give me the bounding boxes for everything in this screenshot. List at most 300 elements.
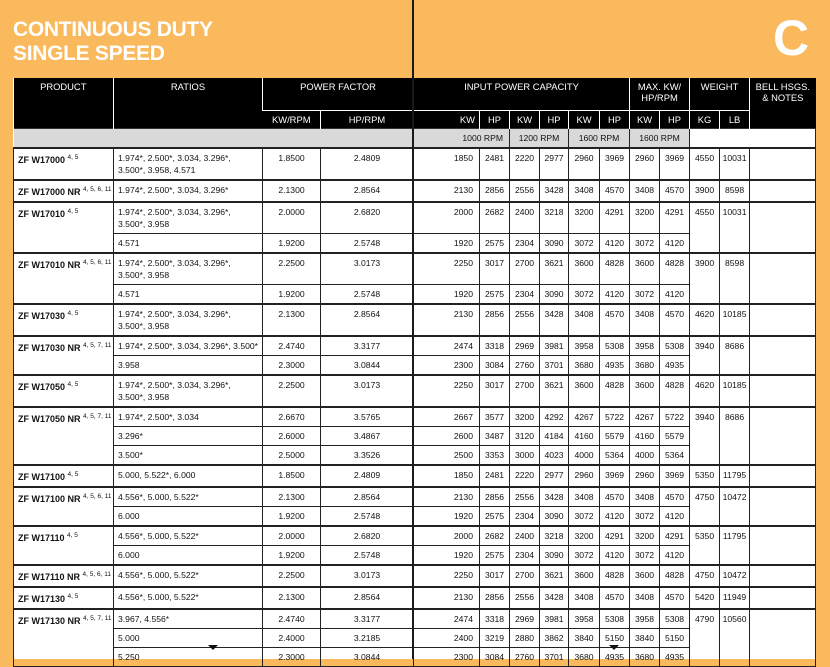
ratios-cell: 3.500* <box>114 446 263 466</box>
kw-cell: 3408 <box>630 180 660 202</box>
kw-cell: 2400 <box>510 202 540 234</box>
hp-cell: 4570 <box>600 487 630 507</box>
kw-cell: 3200 <box>630 202 660 234</box>
table-row <box>14 407 816 427</box>
bell-notes-cell <box>750 526 816 565</box>
hp-rpm-cell: 3.3526 <box>321 446 414 466</box>
kw-rpm-cell: 2.2500 <box>263 565 321 587</box>
kw-rpm-cell: 1.9200 <box>263 285 321 305</box>
hp-cell: 3862 <box>540 629 569 648</box>
kw-cell: 2474 <box>414 336 480 356</box>
hp-cell: 3621 <box>540 253 569 285</box>
bell-notes-cell <box>750 465 816 487</box>
hp-cell: 3428 <box>540 487 569 507</box>
kw-cell: 3600 <box>569 375 600 407</box>
header-bell-notes: BELL HSGS. & NOTES <box>750 78 816 129</box>
rpm-band-empty <box>14 129 414 149</box>
product-name <box>14 526 114 565</box>
ratios-cell: 6.000 <box>114 507 263 527</box>
hp-cell: 5308 <box>600 609 630 629</box>
kw-cell: 3408 <box>569 487 600 507</box>
product-notes: 4, 5 <box>67 208 79 215</box>
hp-cell: 5308 <box>600 336 630 356</box>
ratios-cell: 1.974*, 2.500*, 3.034, 3.296*, 3.500* <box>114 336 263 356</box>
kw-cell: 1850 <box>414 465 480 487</box>
ratios-cell: 4.556*, 5.000, 5.522* <box>114 587 263 609</box>
kw-cell: 2304 <box>510 546 540 566</box>
hp-cell: 3090 <box>540 507 569 527</box>
hp-cell: 2977 <box>540 148 569 180</box>
weight-kg-cell: 4620 <box>690 304 720 336</box>
kw-cell: 2304 <box>510 234 540 254</box>
bell-notes-cell <box>750 609 816 667</box>
hp-cell: 3090 <box>540 285 569 305</box>
hp-cell: 3487 <box>480 427 510 446</box>
header-kw: KW <box>510 111 540 129</box>
product-name <box>14 587 114 609</box>
hp-cell: 2856 <box>480 180 510 202</box>
weight-lb-cell: 10560 <box>720 609 750 667</box>
kw-cell: 2500 <box>414 446 480 466</box>
kw-cell: 3072 <box>630 546 660 566</box>
table-row <box>14 487 816 507</box>
weight-lb-cell: 11795 <box>720 526 750 565</box>
hp-cell: 3318 <box>480 336 510 356</box>
weight-kg-cell: 4550 <box>690 202 720 253</box>
kw-rpm-cell: 2.1300 <box>263 180 321 202</box>
kw-cell: 3200 <box>569 202 600 234</box>
hp-cell: 3621 <box>540 375 569 407</box>
product-name-text: ZF W17010 <box>18 209 66 219</box>
header-input-power-capacity: INPUT POWER CAPACITY <box>414 78 630 111</box>
kw-cell: 1920 <box>414 285 480 305</box>
kw-cell: 2880 <box>510 629 540 648</box>
hp-cell: 4291 <box>660 202 690 234</box>
ratios-cell: 1.974*, 2.500*, 3.034, 3.296*, 3.500*, 3.958 <box>114 202 263 234</box>
weight-kg-cell: 4620 <box>690 375 720 407</box>
hp-cell: 4120 <box>600 285 630 305</box>
hp-cell: 5308 <box>660 336 690 356</box>
product-name-text: ZF W17110 <box>18 533 65 543</box>
table-row <box>14 609 816 629</box>
kw-cell: 3600 <box>630 375 660 407</box>
product-notes: 4, 5 <box>67 593 79 600</box>
hp-cell: 2575 <box>480 285 510 305</box>
product-name-text: ZF W17050 <box>18 382 66 392</box>
product-name-text: ZF W17100 <box>18 472 66 482</box>
hp-cell: 4023 <box>540 446 569 466</box>
hp-cell: 4828 <box>660 253 690 285</box>
ratios-cell: 4.571 <box>114 285 263 305</box>
ratios-cell: 5.250 <box>114 648 263 667</box>
hp-cell: 3318 <box>480 609 510 629</box>
kw-cell: 2474 <box>414 609 480 629</box>
kw-rpm-cell: 2.2500 <box>263 375 321 407</box>
header-ratios: RATIOS <box>114 78 263 129</box>
hp-cell: 4935 <box>660 356 690 376</box>
bell-notes-cell <box>750 407 816 465</box>
product-name-text: ZF W17130 <box>18 594 66 604</box>
header-power-factor: POWER FACTOR <box>263 78 414 111</box>
kw-rpm-cell: 2.1300 <box>263 304 321 336</box>
ratios-cell: 1.974*, 2.500*, 3.034, 3.296*, 3.500*, 3.958 <box>114 304 263 336</box>
header-hp: HP <box>540 111 569 129</box>
header-lb: LB <box>720 111 750 129</box>
table-row <box>14 253 816 285</box>
kw-cell: 2300 <box>414 356 480 376</box>
kw-cell: 2300 <box>414 648 480 667</box>
hp-cell: 5150 <box>660 629 690 648</box>
weight-lb-cell: 8598 <box>720 253 750 304</box>
product-name <box>14 336 114 375</box>
kw-cell: 4160 <box>630 427 660 446</box>
kw-cell: 4000 <box>569 446 600 466</box>
hp-cell: 4828 <box>600 253 630 285</box>
kw-cell: 3600 <box>630 253 660 285</box>
product-notes: 4, 5 <box>67 381 79 388</box>
hp-cell: 3577 <box>480 407 510 427</box>
hp-rpm-cell: 2.5748 <box>321 285 414 305</box>
kw-cell: 3072 <box>569 546 600 566</box>
hp-rpm-cell: 2.5748 <box>321 234 414 254</box>
product-name <box>14 465 114 487</box>
header-hp: HP <box>480 111 510 129</box>
hp-cell: 5722 <box>600 407 630 427</box>
bell-notes-cell <box>750 148 816 180</box>
weight-lb-cell: 8598 <box>720 180 750 202</box>
header-kg: KG <box>690 111 720 129</box>
weight-kg-cell: 3940 <box>690 336 720 375</box>
product-name-text: ZF W17030 <box>18 311 66 321</box>
title-line-2: SINGLE SPEED <box>13 42 165 65</box>
kw-cell: 2969 <box>510 336 540 356</box>
kw-rpm-cell: 2.3000 <box>263 648 321 667</box>
product-notes: 4, 5, 6, 11 <box>83 186 112 193</box>
hp-cell: 4120 <box>660 546 690 566</box>
hp-cell: 4120 <box>600 546 630 566</box>
hp-cell: 3218 <box>540 526 569 546</box>
product-name-text: ZF W17030 NR <box>18 343 81 353</box>
header-hp-rpm: HP/RPM <box>321 111 414 129</box>
kw-cell: 2556 <box>510 304 540 336</box>
hp-cell: 4570 <box>660 587 690 609</box>
ratios-cell: 1.974*, 2.500*, 3.034, 3.296*, 3.500*, 3.958 <box>114 253 263 285</box>
kw-cell: 3072 <box>569 285 600 305</box>
hp-cell: 4120 <box>660 507 690 527</box>
kw-cell: 2600 <box>414 427 480 446</box>
header-hp: HP <box>660 111 690 129</box>
hp-cell: 3701 <box>540 648 569 667</box>
weight-kg-cell: 5420 <box>690 587 720 609</box>
kw-cell: 3680 <box>569 648 600 667</box>
product-name <box>14 609 114 667</box>
kw-cell: 1920 <box>414 507 480 527</box>
rpm-label: 1600 RPM <box>630 129 690 149</box>
hp-cell: 4291 <box>660 526 690 546</box>
section-letter: C <box>773 10 810 66</box>
table-row <box>14 465 816 487</box>
kw-cell: 1850 <box>414 148 480 180</box>
kw-rpm-cell: 2.4740 <box>263 609 321 629</box>
bell-notes-cell <box>750 375 816 407</box>
kw-cell: 3408 <box>630 487 660 507</box>
kw-cell: 2760 <box>510 356 540 376</box>
hp-cell: 3218 <box>540 202 569 234</box>
hp-rpm-cell: 3.3177 <box>321 336 414 356</box>
kw-cell: 3120 <box>510 427 540 446</box>
weight-lb-cell: 10031 <box>720 202 750 253</box>
hp-rpm-cell: 2.6820 <box>321 526 414 546</box>
kw-cell: 4267 <box>630 407 660 427</box>
kw-cell: 3680 <box>630 648 660 667</box>
hp-rpm-cell: 2.5748 <box>321 507 414 527</box>
kw-rpm-cell: 2.4000 <box>263 629 321 648</box>
kw-cell: 3408 <box>569 587 600 609</box>
hp-rpm-cell: 3.2185 <box>321 629 414 648</box>
hp-rpm-cell: 2.8564 <box>321 487 414 507</box>
hp-rpm-cell: 2.6820 <box>321 202 414 234</box>
hp-cell: 3017 <box>480 253 510 285</box>
product-notes: 4, 5, 6, 11 <box>82 571 111 578</box>
hp-cell: 5579 <box>660 427 690 446</box>
hp-rpm-cell: 2.4809 <box>321 465 414 487</box>
ratios-cell: 3.296* <box>114 427 263 446</box>
hp-cell: 4570 <box>600 304 630 336</box>
ratios-cell: 4.571 <box>114 234 263 254</box>
kw-cell: 3200 <box>630 526 660 546</box>
kw-cell: 3408 <box>569 180 600 202</box>
header-weight: WEIGHT <box>690 78 750 111</box>
weight-kg-cell: 4750 <box>690 487 720 526</box>
kw-cell: 3958 <box>569 336 600 356</box>
weight-kg-cell: 5350 <box>690 526 720 565</box>
kw-cell: 2556 <box>510 487 540 507</box>
kw-cell: 2130 <box>414 180 480 202</box>
hp-cell: 3428 <box>540 304 569 336</box>
kw-cell: 2960 <box>630 465 660 487</box>
hp-cell: 3981 <box>540 609 569 629</box>
product-name <box>14 148 114 180</box>
hp-cell: 4570 <box>660 304 690 336</box>
spec-table-sheet <box>13 78 815 662</box>
kw-cell: 2700 <box>510 565 540 587</box>
hp-rpm-cell: 3.5765 <box>321 407 414 427</box>
kw-cell: 2304 <box>510 507 540 527</box>
weight-lb-cell: 10472 <box>720 487 750 526</box>
rpm-label: 1600 RPM <box>569 129 630 149</box>
hp-rpm-cell: 2.5748 <box>321 546 414 566</box>
hp-rpm-cell: 3.0844 <box>321 648 414 667</box>
hp-cell: 4570 <box>600 180 630 202</box>
product-name <box>14 202 114 253</box>
weight-lb-cell: 10472 <box>720 565 750 587</box>
table-row <box>14 202 816 234</box>
hp-cell: 3428 <box>540 587 569 609</box>
kw-cell: 2960 <box>569 148 600 180</box>
hp-cell: 4828 <box>660 375 690 407</box>
kw-rpm-cell: 2.0000 <box>263 202 321 234</box>
ratios-cell: 4.556*, 5.000, 5.522* <box>114 565 263 587</box>
kw-cell: 2960 <box>630 148 660 180</box>
hp-cell: 5364 <box>660 446 690 466</box>
hp-cell: 3969 <box>600 465 630 487</box>
hp-rpm-cell: 2.8564 <box>321 180 414 202</box>
table-row <box>14 375 816 407</box>
header-kw: KW <box>569 111 600 129</box>
hp-cell: 2856 <box>480 587 510 609</box>
product-name <box>14 180 114 202</box>
kw-cell: 3200 <box>569 526 600 546</box>
hp-cell: 3969 <box>600 148 630 180</box>
kw-cell: 3000 <box>510 446 540 466</box>
product-name-text: ZF W17100 NR <box>18 494 81 504</box>
product-name <box>14 253 114 304</box>
hp-cell: 2481 <box>480 148 510 180</box>
hp-cell: 4570 <box>660 487 690 507</box>
product-name-text: ZF W17000 NR <box>18 187 81 197</box>
weight-lb-cell: 10031 <box>720 148 750 180</box>
kw-cell: 3072 <box>630 285 660 305</box>
bell-notes-cell <box>750 587 816 609</box>
kw-rpm-cell: 2.3000 <box>263 356 321 376</box>
product-notes: 4, 5, 6, 11 <box>83 259 112 266</box>
kw-cell: 3600 <box>569 253 600 285</box>
ratios-cell: 1.974*, 2.500*, 3.034, 3.296*, 3.500*, 3.958 <box>114 375 263 407</box>
hp-cell: 4291 <box>600 202 630 234</box>
hp-rpm-cell: 3.0173 <box>321 375 414 407</box>
weight-lb-cell: 8686 <box>720 407 750 465</box>
bell-notes-cell <box>750 336 816 375</box>
kw-cell: 3680 <box>630 356 660 376</box>
kw-cell: 2969 <box>510 609 540 629</box>
kw-cell: 2220 <box>510 465 540 487</box>
kw-rpm-cell: 1.8500 <box>263 465 321 487</box>
weight-kg-cell: 4550 <box>690 148 720 180</box>
hp-cell: 2682 <box>480 526 510 546</box>
ratios-cell: 3.958 <box>114 356 263 376</box>
kw-rpm-cell: 2.6000 <box>263 427 321 446</box>
hp-cell: 4120 <box>660 285 690 305</box>
page-fold-divider <box>412 0 414 659</box>
hp-cell: 3084 <box>480 356 510 376</box>
hp-cell: 3084 <box>480 648 510 667</box>
ratios-cell: 3.967, 4.556* <box>114 609 263 629</box>
kw-cell: 3072 <box>569 234 600 254</box>
hp-rpm-cell: 3.4867 <box>321 427 414 446</box>
kw-cell: 3958 <box>569 609 600 629</box>
hp-cell: 4184 <box>540 427 569 446</box>
bell-notes-cell <box>750 202 816 253</box>
weight-kg-cell: 3900 <box>690 253 720 304</box>
hp-cell: 4570 <box>660 180 690 202</box>
kw-cell: 2667 <box>414 407 480 427</box>
hp-rpm-cell: 2.4809 <box>321 148 414 180</box>
hp-cell: 4935 <box>660 648 690 667</box>
header-product: PRODUCT <box>14 78 114 129</box>
hp-cell: 2575 <box>480 234 510 254</box>
product-notes: 4, 5 <box>67 310 79 317</box>
ratios-cell: 4.556*, 5.000, 5.522* <box>114 526 263 546</box>
hp-cell: 2682 <box>480 202 510 234</box>
ratios-cell: 1.974*, 2.500*, 3.034, 3.296* <box>114 180 263 202</box>
product-name-text: ZF W17050 NR <box>18 414 81 424</box>
weight-lb-cell: 11949 <box>720 587 750 609</box>
page-title <box>13 18 213 66</box>
hp-rpm-cell: 3.0173 <box>321 253 414 285</box>
product-notes: 4, 5, 7, 11 <box>83 413 112 420</box>
kw-cell: 2130 <box>414 304 480 336</box>
weight-lb-cell: 10185 <box>720 304 750 336</box>
kw-cell: 2000 <box>414 202 480 234</box>
rpm-band <box>14 129 816 149</box>
title-line-1: CONTINUOUS DUTY <box>13 18 213 41</box>
hp-rpm-cell: 3.3177 <box>321 609 414 629</box>
kw-cell: 3408 <box>569 304 600 336</box>
hp-cell: 4120 <box>660 234 690 254</box>
header-max-kw-hp-rpm: MAX. KW/ HP/RPM <box>630 78 690 111</box>
product-name-text: ZF W17000 <box>18 155 66 165</box>
kw-cell: 3408 <box>630 304 660 336</box>
weight-kg-cell: 4790 <box>690 609 720 667</box>
product-name <box>14 407 114 465</box>
kw-cell: 2556 <box>510 587 540 609</box>
bell-notes-cell <box>750 487 816 526</box>
kw-rpm-cell: 1.9200 <box>263 546 321 566</box>
spec-table <box>13 78 816 667</box>
hp-cell: 3219 <box>480 629 510 648</box>
bell-notes-cell <box>750 304 816 336</box>
kw-rpm-cell: 2.1300 <box>263 487 321 507</box>
weight-lb-cell: 8686 <box>720 336 750 375</box>
kw-cell: 1920 <box>414 234 480 254</box>
hp-cell: 3969 <box>660 148 690 180</box>
hp-cell: 4935 <box>600 356 630 376</box>
kw-cell: 2250 <box>414 375 480 407</box>
bell-notes-cell <box>750 565 816 587</box>
kw-cell: 2700 <box>510 253 540 285</box>
hp-cell: 2575 <box>480 546 510 566</box>
ratios-cell: 5.000 <box>114 629 263 648</box>
kw-cell: 1920 <box>414 546 480 566</box>
kw-cell: 3200 <box>510 407 540 427</box>
hp-cell: 2575 <box>480 507 510 527</box>
hp-cell: 5150 <box>600 629 630 648</box>
ratios-cell: 1.974*, 2.500*, 3.034, 3.296*, 3.500*, 3.958, 4.571 <box>114 148 263 180</box>
kw-cell: 2760 <box>510 648 540 667</box>
hp-cell: 4828 <box>660 565 690 587</box>
table-row <box>14 304 816 336</box>
hp-cell: 5579 <box>600 427 630 446</box>
kw-cell: 4267 <box>569 407 600 427</box>
kw-cell: 2960 <box>569 465 600 487</box>
kw-rpm-cell: 1.8500 <box>263 148 321 180</box>
kw-cell: 3600 <box>630 565 660 587</box>
kw-rpm-cell: 2.4740 <box>263 336 321 356</box>
hp-cell: 4828 <box>600 565 630 587</box>
hp-cell: 3090 <box>540 546 569 566</box>
product-name <box>14 304 114 336</box>
weight-lb-cell: 11795 <box>720 465 750 487</box>
ratios-cell: 4.556*, 5.000, 5.522* <box>114 487 263 507</box>
weight-kg-cell: 3940 <box>690 407 720 465</box>
hp-rpm-cell: 3.0173 <box>321 565 414 587</box>
kw-cell: 2250 <box>414 565 480 587</box>
kw-cell: 3072 <box>630 234 660 254</box>
hp-rpm-cell: 2.8564 <box>321 304 414 336</box>
rpm-label: 1200 RPM <box>510 129 569 149</box>
ratios-cell: 1.974*, 2.500*, 3.034 <box>114 407 263 427</box>
hp-cell: 5364 <box>600 446 630 466</box>
